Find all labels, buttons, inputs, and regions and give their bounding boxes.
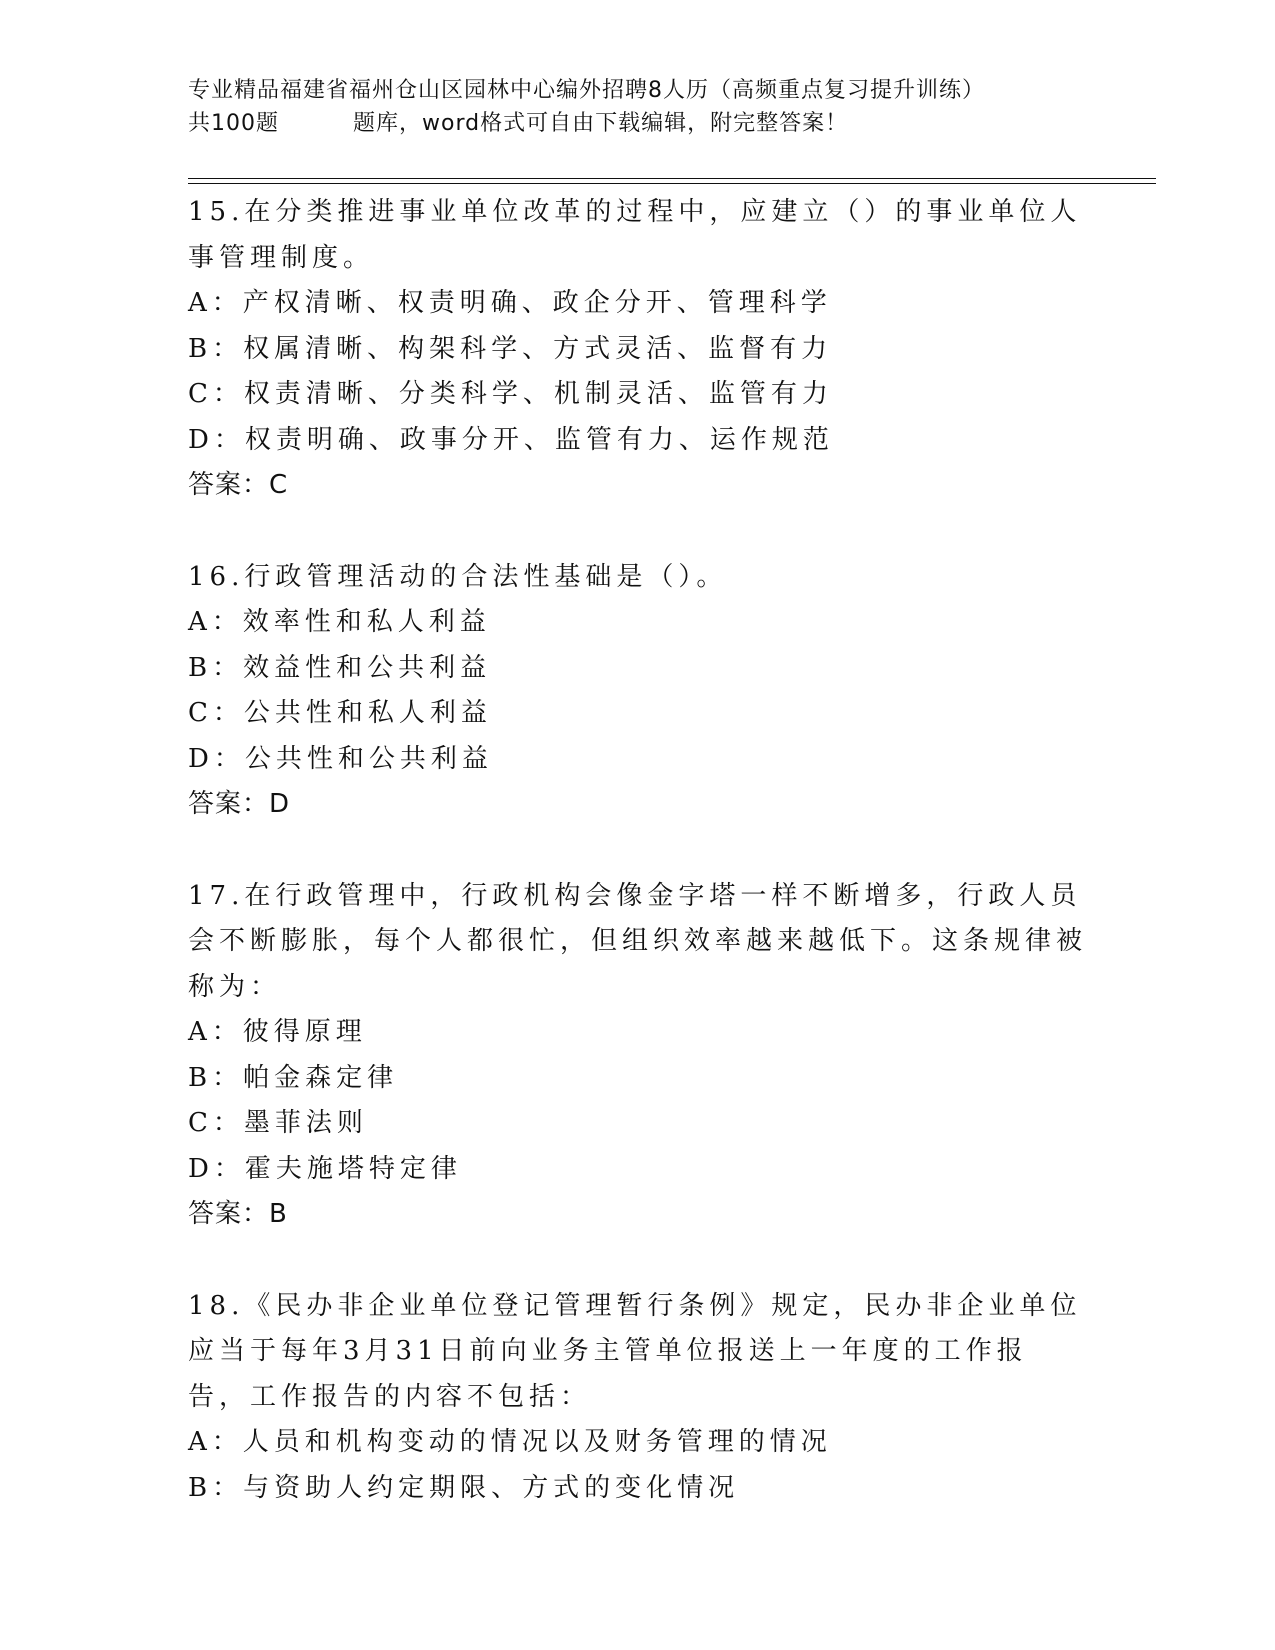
header-divider-bottom bbox=[188, 183, 1156, 184]
question-15 bbox=[188, 190, 1088, 509]
option-b: B：效益性和公共利益 bbox=[188, 652, 492, 683]
question-stem: 16.行政管理活动的合法性基础是（）。 bbox=[188, 561, 728, 592]
option-b: B：帕金森定律 bbox=[188, 1062, 399, 1093]
header-title-line: 专业精品福建省福州仓山区园林中心编外招聘8人历（高频重点复习提升训练） bbox=[188, 78, 985, 103]
option-d: D：权责明确、政事分开、监管有力、运作规范 bbox=[188, 424, 834, 455]
header-subtitle-line bbox=[188, 107, 1088, 140]
question-stem: 18.《民办非企业单位登记管理暂行条例》规定，民办非企业单位应当于每年3月31日前向业务主管单位报送上一年度的工作报告，工作报告的内容不包括： bbox=[188, 1290, 1082, 1412]
question-list bbox=[188, 190, 1088, 1557]
option-c: C：墨菲法则 bbox=[188, 1108, 368, 1138]
option-d: D：公共性和公共利益 bbox=[188, 743, 493, 774]
option-a: A：人员和机构变动的情况以及财务管理的情况 bbox=[188, 1427, 832, 1457]
answer-line: 答案：C bbox=[188, 470, 289, 500]
option-c: C：权责清晰、分类科学、机制灵活、监管有力 bbox=[188, 379, 833, 409]
header-description: 题库，word格式可自由下载编辑，附完整答案！ bbox=[353, 111, 849, 136]
option-c: C：公共性和私人利益 bbox=[188, 698, 492, 728]
option-d: D：霍夫施塔特定律 bbox=[188, 1153, 462, 1184]
option-a: A：彼得原理 bbox=[188, 1017, 367, 1047]
document-header bbox=[188, 74, 1088, 140]
question-16 bbox=[188, 555, 1088, 828]
header-question-count: 共100题 bbox=[188, 111, 279, 136]
answer-line: 答案：B bbox=[188, 1199, 288, 1229]
option-b: B：权属清晰、构架科学、方式灵活、监督有力 bbox=[188, 333, 833, 364]
option-a: A：产权清晰、权责明确、政企分开、管理科学 bbox=[188, 288, 832, 318]
question-17 bbox=[188, 874, 1088, 1238]
question-stem: 15.在分类推进事业单位改革的过程中，应建立（）的事业单位人事管理制度。 bbox=[188, 197, 1082, 273]
question-stem: 17.在行政管理中，行政机构会像金字塔一样不断增多，行政人员会不断膨胀，每个人都很忙，但组织效率越来越低下。这条规律被称为： bbox=[188, 880, 1088, 1002]
answer-line: 答案：D bbox=[188, 789, 291, 819]
option-a: A：效率性和私人利益 bbox=[188, 607, 491, 637]
option-b: B：与资助人约定期限、方式的变化情况 bbox=[188, 1472, 740, 1503]
question-18 bbox=[188, 1284, 1088, 1512]
header-divider-top bbox=[188, 178, 1156, 179]
